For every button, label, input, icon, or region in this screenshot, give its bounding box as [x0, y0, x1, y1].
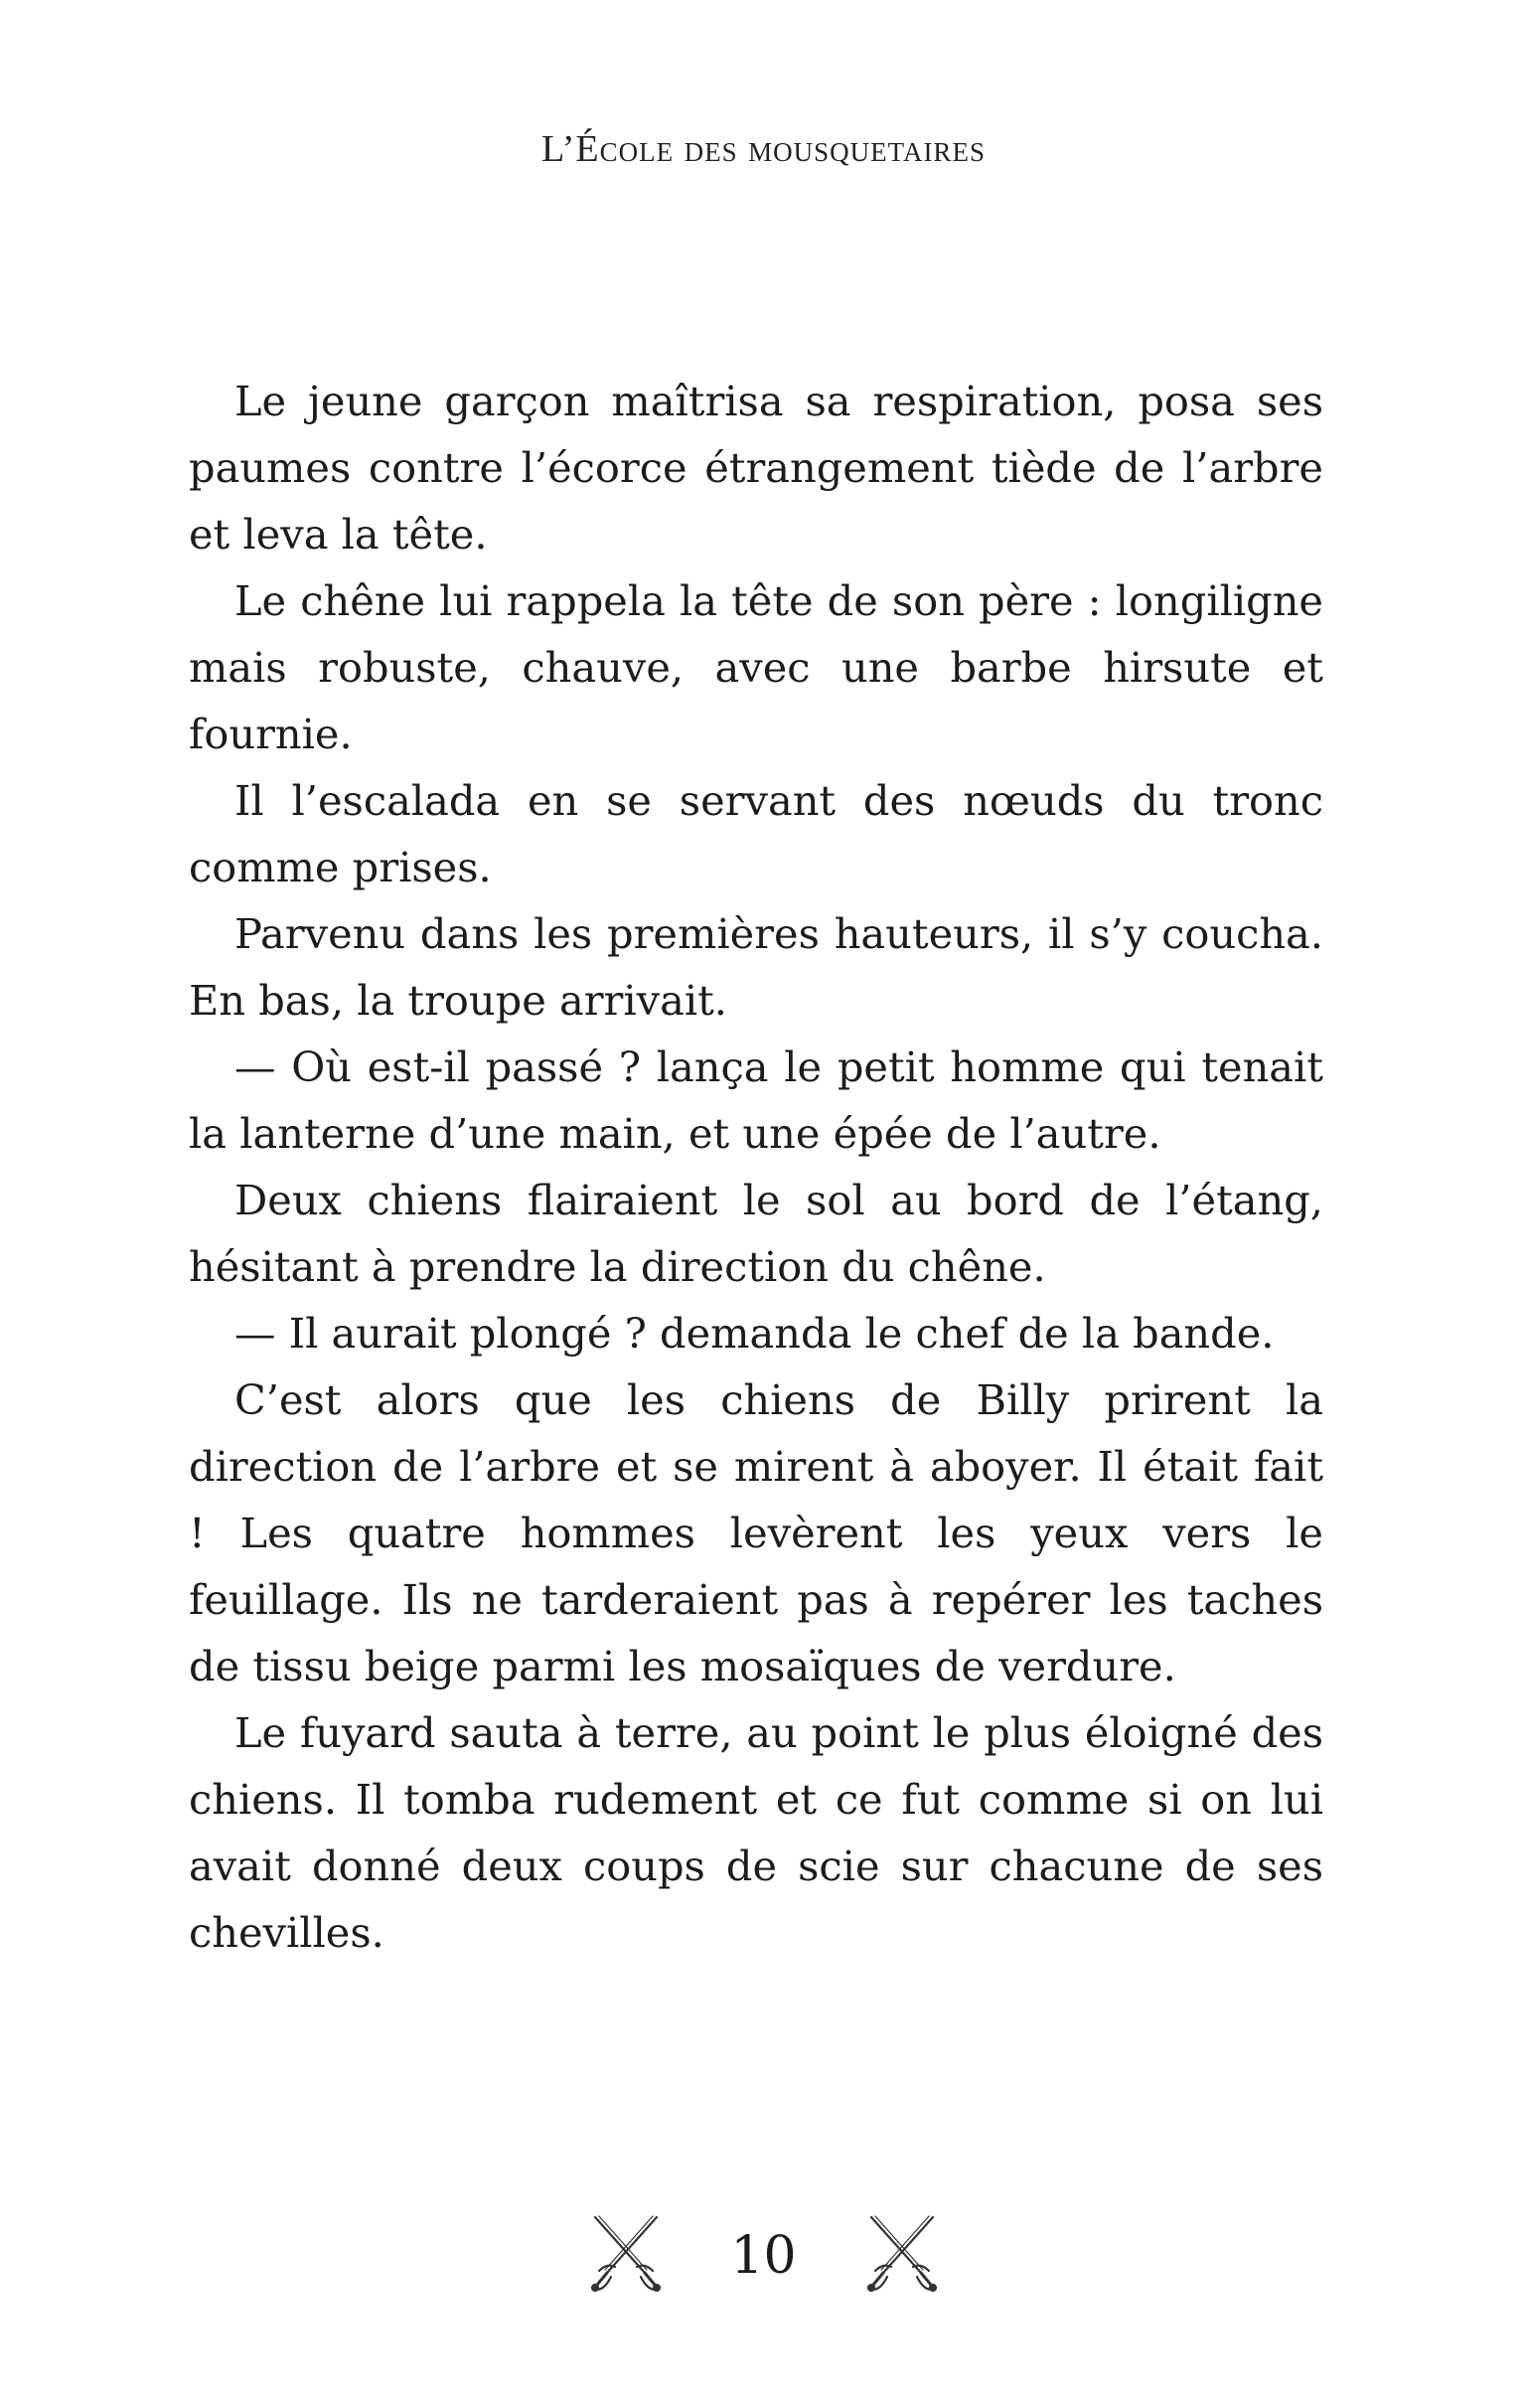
dialogue-paragraph: — Où est-il passé ? lança le petit homme qui tenait la lanterne d’une main, et une épée de l’autre.	[189, 1043, 1323, 1158]
crossed-swords-icon	[863, 2211, 941, 2301]
page-number: 10	[730, 2226, 797, 2286]
paragraph: Deux chiens flairaient le sol au bord de l’étang, hésitant à prendre la direction du chêne.	[189, 1176, 1323, 1291]
paragraph: C’est alors que les chiens de Billy prirent la direction de l’arbre et se mirent à aboyer. Il était fait ! Les quatre hommes levèrent les yeux vers le feuillage. Ils ne tarderaient pas à repérer les taches de tissu beige parmi les mosaïques de verdure.	[189, 1375, 1323, 1690]
paragraph: Il l’escalada en se servant des nœuds du tronc comme prises.	[189, 776, 1323, 891]
paragraph: Le chêne lui rappela la tête de son père : longiligne mais robuste, chauve, avec une barbe hirsute et fournie.	[189, 576, 1323, 758]
paragraph: Le jeune garçon maîtrisa sa respiration, posa ses paumes contre l’écorce étrangement tiède de l’arbre et leva la tête.	[189, 377, 1323, 559]
paragraph: Parvenu dans les premières hauteurs, il s’y coucha. En bas, la troupe arrivait.	[189, 909, 1323, 1025]
body-text	[189, 368, 1323, 1966]
running-head: L’École des mousquetaires	[541, 128, 986, 170]
paragraph: Le fuyard sauta à terre, au point le plus éloigné des chiens. Il tomba rudement et ce fut comme si on lui avait donné deux coups de scie sur chacune de ses chevilles.	[189, 1708, 1323, 1957]
folio	[0, 2201, 1527, 2311]
crossed-swords-icon	[587, 2211, 665, 2301]
dialogue-paragraph: — Il aurait plongé ? demanda le chef de la bande.	[234, 1309, 1275, 1358]
